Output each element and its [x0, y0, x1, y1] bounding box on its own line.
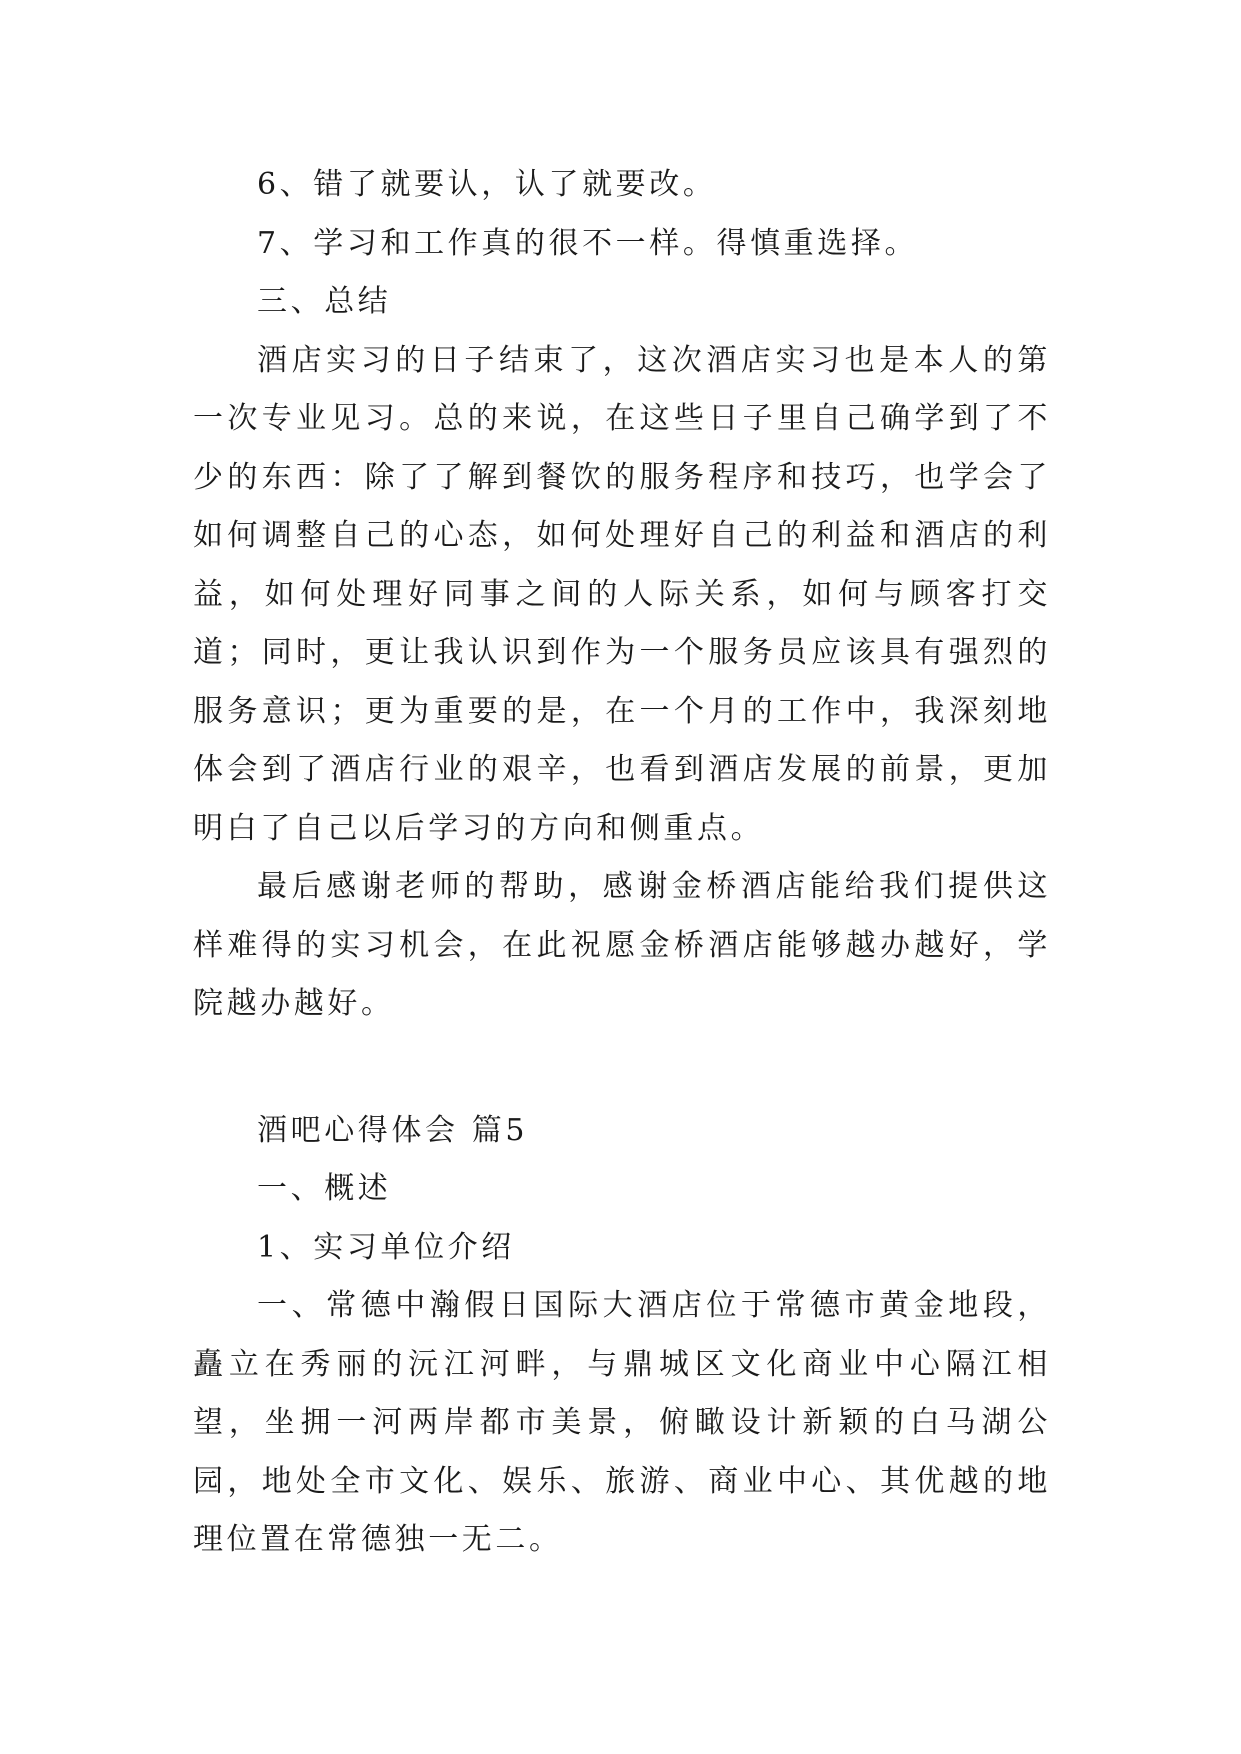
hotel-intro-paragraph: 一、常德中瀚假日国际大酒店位于常德市黄金地段，矗立在秀丽的沅江河畔，与鼎城区文化商业中心隔江相望，坐拥一河两岸都市美景，俯瞰设计新颖的白马湖公园，地处全市文化、娱乐、旅游、商业中心、其优越的地理位置在常德独一无二。: [193, 1288, 1051, 1557]
section-gap: [193, 1034, 1051, 1102]
section-heading-summary: 三、总结: [257, 284, 392, 319]
thanks-paragraph: 最后感谢老师的帮助，感谢金桥酒店能给我们提供这样难得的实习机会，在此祝愿金桥酒店能够越办越好，学院越办越好。: [193, 869, 1051, 1021]
section-heading-overview: 一、概述: [257, 1171, 392, 1206]
document-body: [193, 156, 1051, 1570]
list-item-7: 7、学习和工作真的很不一样。得慎重选择。: [257, 225, 919, 261]
list-item-6: 6、错了就要认，认了就要改。: [257, 167, 717, 202]
subsection-heading-unit-intro: 1、实习单位介绍: [257, 1229, 515, 1265]
article-title: 酒吧心得体会 篇5: [257, 1112, 529, 1148]
summary-paragraph: 酒店实习的日子结束了，这次酒店实习也是本人的第一次专业见习。总的来说，在这些日子里自己确学到了不少的东西：除了了解到餐饮的服务程序和技巧，也学会了如何调整自己的心态，如何处理好自己的利益和酒店的利益，如何处理好同事之间的人际关系，如何与顾客打交道；同时，更让我认识到作为一个服务员应该具有强烈的服务意识；更为重要的是，在一个月的工作中，我深刻地体会到了酒店行业的艰辛，也看到酒店发展的前景，更加明白了自己以后学习的方向和侧重点。: [193, 342, 1051, 846]
